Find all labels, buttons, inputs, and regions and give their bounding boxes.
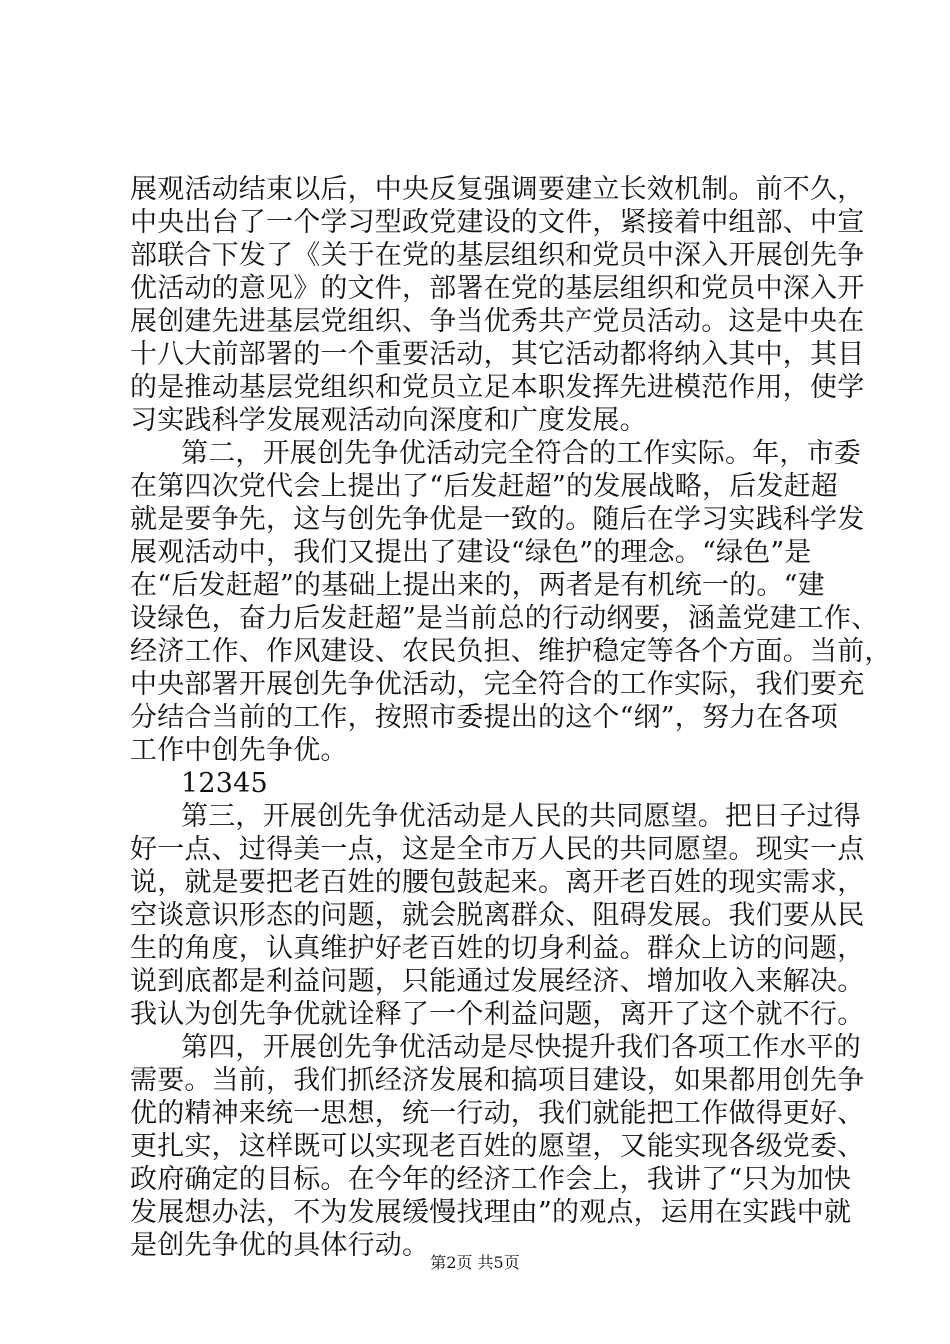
text-line: 展观活动结束以后，中央反复强调要建立长效机制。前不久， — [130, 174, 865, 205]
paragraph-start-line: 第四，开展创先争优活动是尽快提升我们各项工作水平的 — [181, 1032, 861, 1063]
text-line: 我认为创先争优就诠释了一个利益问题，离开了这个就不行。 — [130, 999, 865, 1030]
text-line: 中央出台了一个学习型政党建设的文件，紧接着中组部、中宣 — [130, 207, 865, 238]
text-line: 发展想办法，不为发展缓慢找理由”的观点，运用在实践中就 — [130, 1197, 852, 1228]
text-line: 说到底都是利益问题，只能通过发展经济、增加收入来解决。 — [130, 966, 865, 997]
paragraph-start-line: 第三，开展创先争优活动是人民的共同愿望。把日子过得 — [181, 801, 861, 832]
text-line: 经济工作、作风建设、农民负担、维护稳定等各个方面。当前， — [130, 636, 892, 667]
page-number-footer: 第2页 共5页 — [430, 1253, 520, 1272]
text-line: 中央部署开展创先争优活动，完全符合的工作实际，我们要充 — [130, 669, 865, 700]
text-line: 分结合当前的工作，按照市委提出的这个“纲”，努力在各项 — [130, 702, 839, 733]
text-line: 好一点、过得美一点，这是全市万人民的共同愿望。现实一点 — [130, 834, 865, 865]
text-line: 在第四次党代会上提出了“后发赶超”的发展战略，后发赶超 — [130, 471, 839, 502]
text-line: 部联合下发了《关于在党的基层组织和党员中深入开展创先争 — [130, 240, 865, 271]
paragraph-start-line: 第二，开展创先争优活动完全符合的工作实际。年，市委 — [181, 438, 861, 469]
text-line: 设绿色，奋力后发赶超”是当前总的行动纲要，涵盖党建工作、 — [130, 603, 879, 634]
text-line: 就是要争先，这与创先争优是一致的。随后在学习实践科学发 — [130, 504, 865, 535]
text-line: 工作中创先争优。 — [130, 735, 348, 766]
text-line: 在“后发赶超”的基础上提出来的，两者是有机统一的。“建 — [130, 570, 825, 601]
text-line: 需要。当前，我们抓经济发展和搞项目建设，如果都用创先争 — [130, 1065, 865, 1096]
text-line: 更扎实，这样既可以实现老百姓的愿望，又能实现各级党委、 — [130, 1131, 865, 1162]
text-line: 说，就是要把老百姓的腰包鼓起来。离开老百姓的现实需求， — [130, 867, 865, 898]
text-line: 空谈意识形态的问题，就会脱离群众、阻碍发展。我们要从民 — [130, 900, 865, 931]
text-line: 优的精神来统一思想，统一行动，我们就能把工作做得更好、 — [130, 1098, 865, 1129]
text-line: 是创先争优的具体行动。 — [130, 1230, 430, 1261]
number-line: 12345 — [181, 768, 268, 799]
text-line: 展创建先进基层党组织、争当优秀共产党员活动。这是中央在 — [130, 306, 865, 337]
text-line: 优活动的意见》的文件，部署在党的基层组织和党员中深入开 — [130, 273, 865, 304]
text-line: 的是推动基层党组织和党员立足本职发挥先进模范作用，使学 — [130, 372, 865, 403]
text-line: 习实践科学发展观活动向深度和广度发展。 — [130, 405, 647, 436]
text-line: 生的角度，认真维护好老百姓的切身利益。群众上访的问题， — [130, 933, 865, 964]
text-line: 十八大前部署的一个重要活动，其它活动都将纳入其中，其目 — [130, 339, 865, 370]
text-line: 展观活动中，我们又提出了建设“绿色”的理念。“绿色”是 — [130, 537, 812, 568]
text-line: 政府确定的目标。在今年的经济工作会上，我讲了“只为加快 — [130, 1164, 852, 1195]
